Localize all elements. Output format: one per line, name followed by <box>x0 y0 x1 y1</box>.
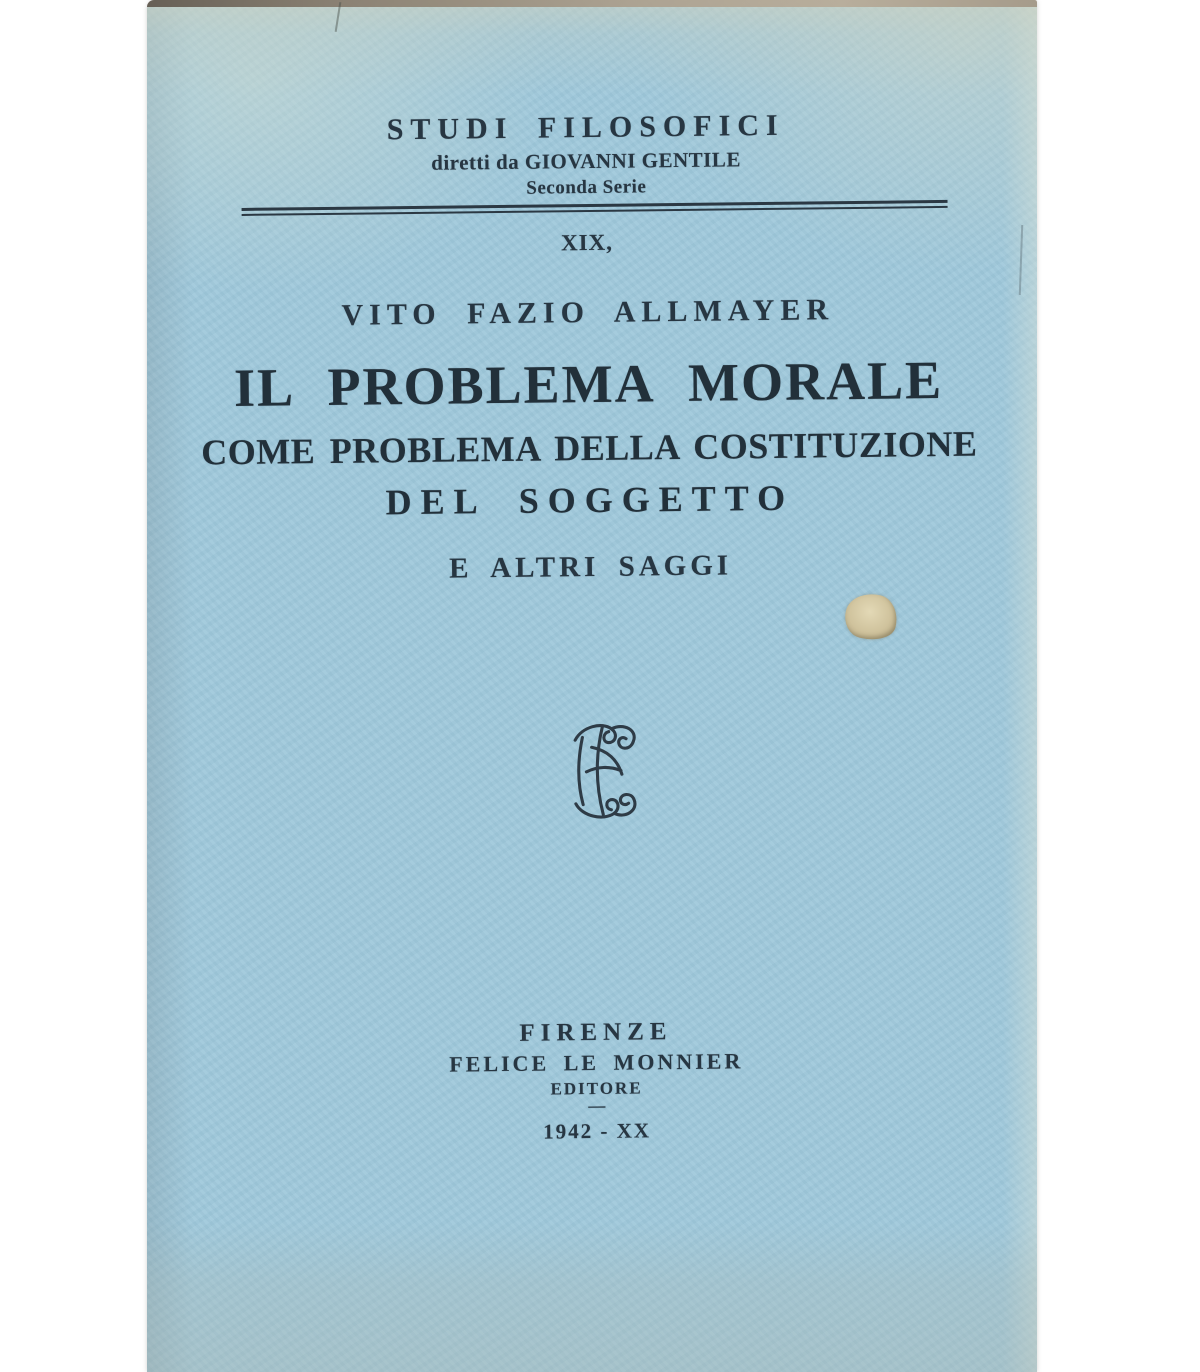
book-title-line1: IL PROBLEMA MORALE <box>233 349 944 419</box>
printed-content <box>139 0 1045 1372</box>
paper-stain <box>841 588 902 645</box>
book-title-line3: DEL SOGGETTO <box>385 477 795 523</box>
double-rule-divider <box>242 200 948 216</box>
series-number-line: Seconda Serie <box>526 176 647 199</box>
imprint-year: 1942 - XX <box>542 1118 652 1144</box>
book-subtitle: E ALTRI SAGGI <box>449 549 733 585</box>
imprint-separator-dash: — <box>588 1095 606 1116</box>
volume-number: XIX, <box>560 229 614 256</box>
author-name: VITO FAZIO ALLMAYER <box>341 293 835 332</box>
series-editor-line: diretti da GIOVANNI GENTILE <box>431 147 742 175</box>
publisher-monogram-icon <box>552 719 649 820</box>
imprint-role: EDITORE <box>550 1078 643 1099</box>
book-title-line2: COME PROBLEMA DELLA COSTITUZIONE <box>201 423 978 473</box>
series-title: STUDI FILOSOFICI <box>386 108 785 147</box>
imprint-city: FIRENZE <box>519 1018 673 1047</box>
imprint-publisher: FELICE LE MONNIER <box>449 1048 744 1077</box>
book-cover <box>147 0 1037 1372</box>
